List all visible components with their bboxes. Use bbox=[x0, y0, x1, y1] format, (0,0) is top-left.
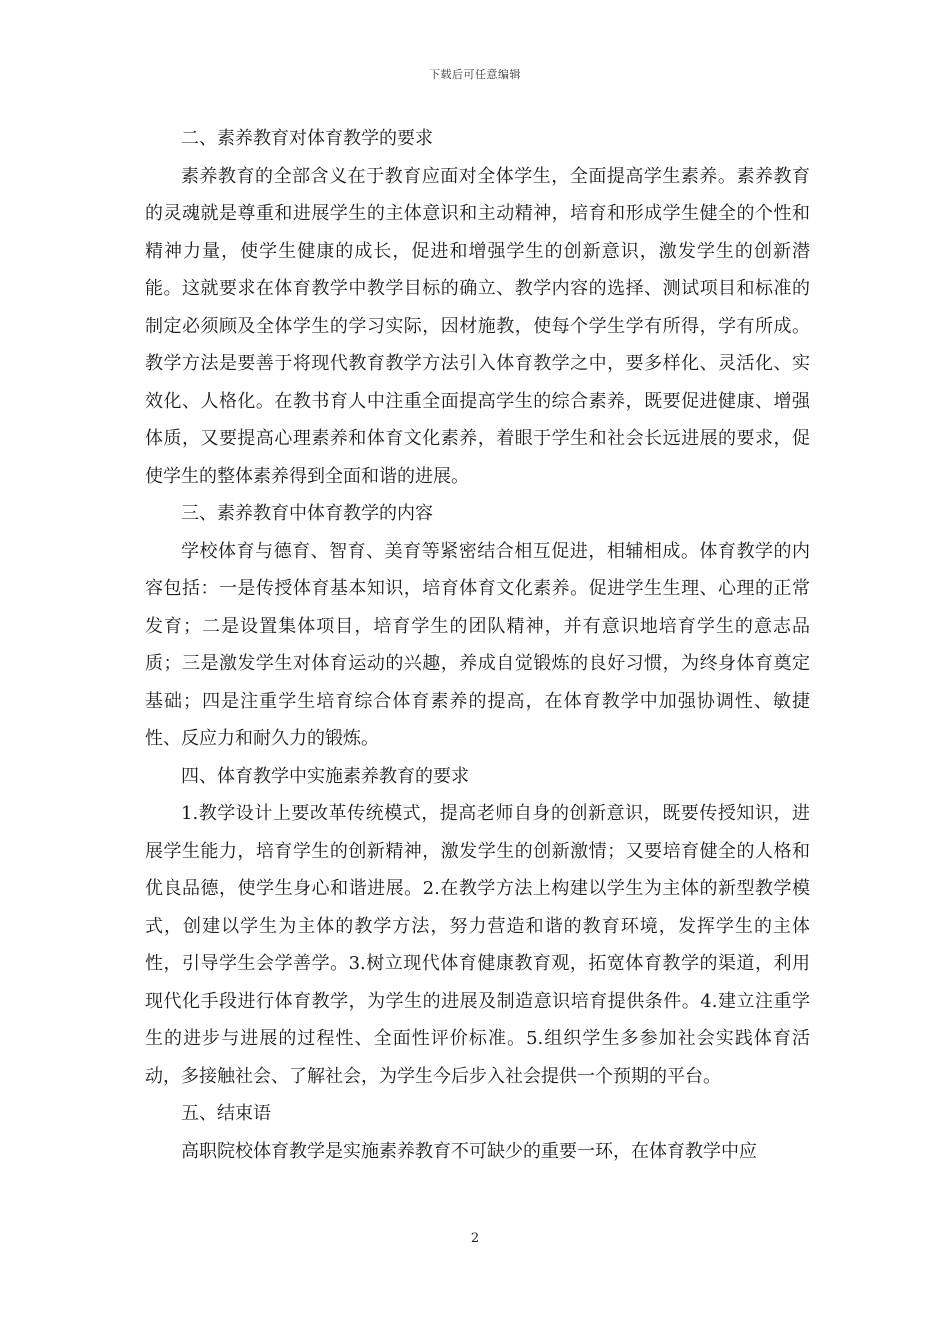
section-5-paragraph: 高职院校体育教学是实施素养教育不可缺少的重要一环，在体育教学中应 bbox=[181, 1140, 757, 1162]
section-heading-2: 二、素养教育对体育教学的要求 bbox=[181, 128, 433, 149]
page-number: 2 bbox=[470, 1231, 480, 1246]
page-header-note: 下载后可任意编辑 bbox=[429, 68, 521, 81]
section-heading-5: 五、结束语 bbox=[181, 1103, 271, 1124]
section-2-paragraph: 素养教育的全部含义在于教育应面对全体学生，全面提高学生素养。素养教育的灵魂就是尊重和进展学生的主体意识和主动精神，培育和形成学生健全的个性和精神力量，使学生健康的成长，促进和增强学生的创新意识，激发学生的创新潜能。这就要求在体育教学中教学目标的确立、教学内容的选择、测试项目和标准的制定必须顾及全体学生的学习实际，因材施教，使每个学生学有所得，学有所成。教学方法是要善于将现代教育教学方法引入体育教学之中，要多样化、灵活化、实效化、人格化。在教书育人中注重全面提高学生的综合素养，既要促进健康、增强体质，又要提高心理素养和体育文化素养，着眼于学生和社会长远进展的要求，促使学生的整体素养得到全面和谐的进展。 bbox=[145, 165, 810, 487]
document-body bbox=[145, 120, 810, 1170]
section-3-paragraph: 学校体育与德育、智育、美育等紧密结合相互促进，相辅相成。体育教学的内容包括：一是传授体育基本知识，培育体育文化素养。促进学生生理、心理的正常发育；二是设置集体项目，培育学生的团队精神，并有意识地培育学生的意志品质；三是激发学生对体育运动的兴趣，养成自觉锻炼的良好习惯，为终身体育奠定基础；四是注重学生培育综合体育素养的提高，在体育教学中加强协调性、敏捷性、反应力和耐久力的锻炼。 bbox=[145, 540, 810, 749]
section-4-paragraph: 1.教学设计上要改革传统模式，提高老师自身的创新意识，既要传授知识，进展学生能力，培育学生的创新精神，激发学生的创新激情；又要培育健全的人格和优良品德，使学生身心和谐进展。2.在教学方法上构建以学生为主体的新型教学模式，创建以学生为主体的教学方法，努力营造和谐的教育环境，发挥学生的主体性，引导学生会学善学。3.树立现代体育健康教育观，拓宽体育教学的渠道，利用现代化手段进行体育教学，为学生的进展及制造意识培育提供条件。4.建立注重学生的进步与进展的过程性、全面性评价标准。5.组织学生多参加社会实践体育活动，多接触社会、了解社会，为学生今后步入社会提供一个预期的平台。 bbox=[145, 803, 810, 1087]
section-heading-4: 四、体育教学中实施素养教育的要求 bbox=[181, 765, 469, 787]
section-heading-3: 三、素养教育中体育教学的内容 bbox=[181, 503, 433, 524]
